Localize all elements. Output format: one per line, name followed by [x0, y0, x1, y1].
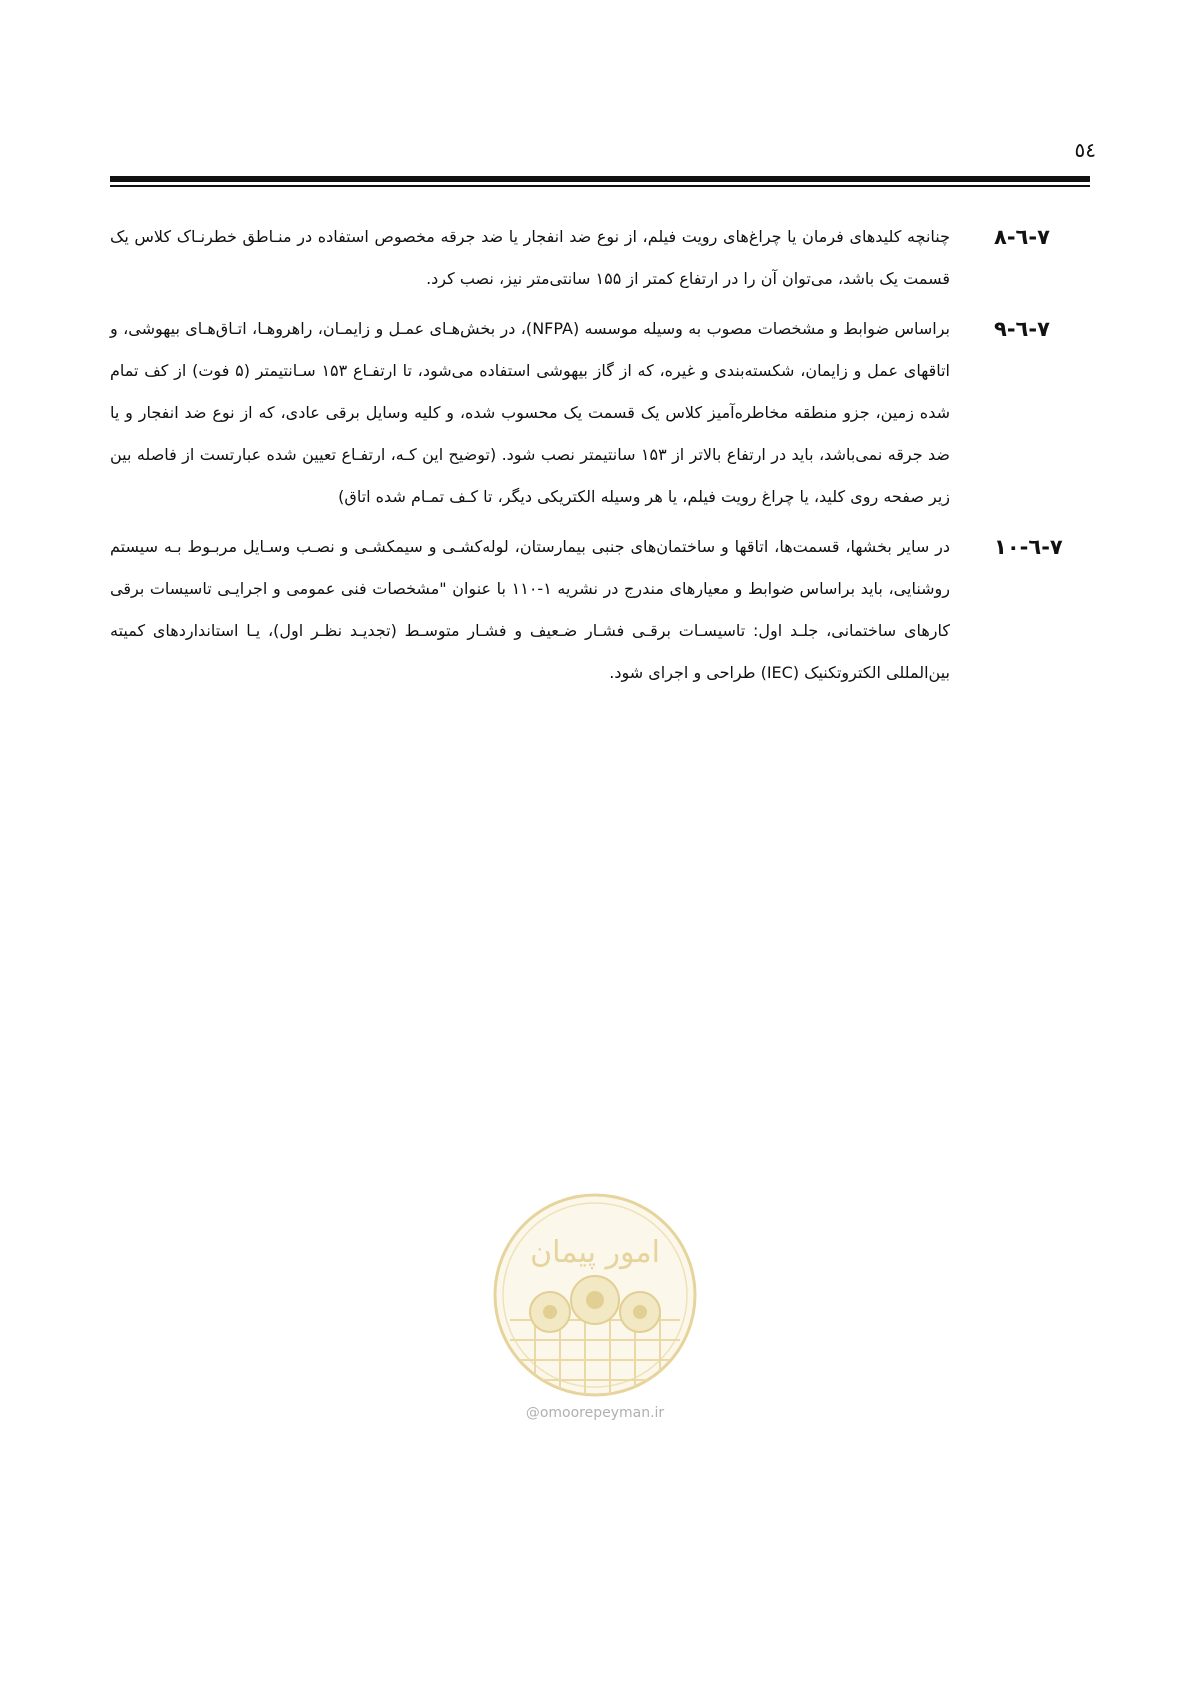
watermark-logo [490, 1190, 700, 1400]
sections-list [110, 216, 1090, 702]
section-10 [110, 526, 1090, 694]
section-number: ۸-٦-۷ [994, 225, 1050, 249]
section-number: ۹-٦-۷ [994, 317, 1050, 341]
watermark-url: @omoorepeyman.ir [525, 1405, 665, 1421]
section-number: ۱۰-٦-۷ [994, 535, 1063, 559]
section-9 [110, 308, 1090, 518]
watermark-logo-text: امور پیمان [530, 1235, 660, 1270]
page-number: ٥٤ [1074, 138, 1096, 162]
section-text: در سایر بخشها، قسمت‌ها، اتاقها و ساختمان‌های جنبی بیمارستان، لوله‌کشـی و سیمکشـی و نصـب وسـایل مربـوط بـه سیستم روشنایی، باید براساس ضوابط و معیارهای مندرج در نشریه ۱-۱۱۰ با عنوان "مشخصات فنی عمومی و اجرایـی تاسیسات برقی کارهای ساختمانی، جلـد اول: تاسیسـات برقـی فشـار ضـعیف و فشـار متوسـط (تجدیـد نظـر اول)، یـا استانداردهای کمیته بین‌المللی الکتروتکنیک (IEC) طراحی و اجرای شود. [110, 537, 950, 682]
header-rule-thin [110, 185, 1090, 187]
section-8 [110, 216, 1090, 300]
section-text: چنانچه کلیدهای فرمان یا چراغ‌های رویت فیلم، از نوع ضد انفجار یا ضد جرقه مخصوص استفاده در منـاطق خطرنـاک کلاس یک قسمت یک باشد، می‌توان آن را در ارتفاع کمتر از ۱۵۵ سانتی‌متر نیز، نصب کرد. [110, 227, 950, 288]
header-rule-thick [110, 176, 1090, 182]
section-text: براساس ضوابط و مشخصات مصوب به وسیله موسسه (NFPA)، در بخش‌هـای عمـل و زایمـان، راهروهـا، اتـاق‌هـای بیهوشی، و اتاقهای عمل و زایمان، شکسته‌بندی و غیره، که از گاز بیهوشی استفاده می‌شود، تا ارتفـاع ۱۵۳ سـانتیمتر (۵ فوت) از کف تمام شده زمین، جزو منطقه مخاطره‌آمیز کلاس یک قسمت یک محسوب شده، و کلیه وسایل برقی عادی، که از نوع ضد انفجار و یا ضد جرقه نمی‌باشد، باید در ارتفاع بالاتر از ۱۵۳ سانتیمتر نصب شود. (توضیح این کـه، ارتفـاع تعیین شده عبارتست از فاصله بین زیر صفحه روی کلید، یا چراغ رویت فیلم، یا هر وسیله الکتریکی دیگر، تا کـف تمـام شده اتاق) [110, 319, 951, 506]
